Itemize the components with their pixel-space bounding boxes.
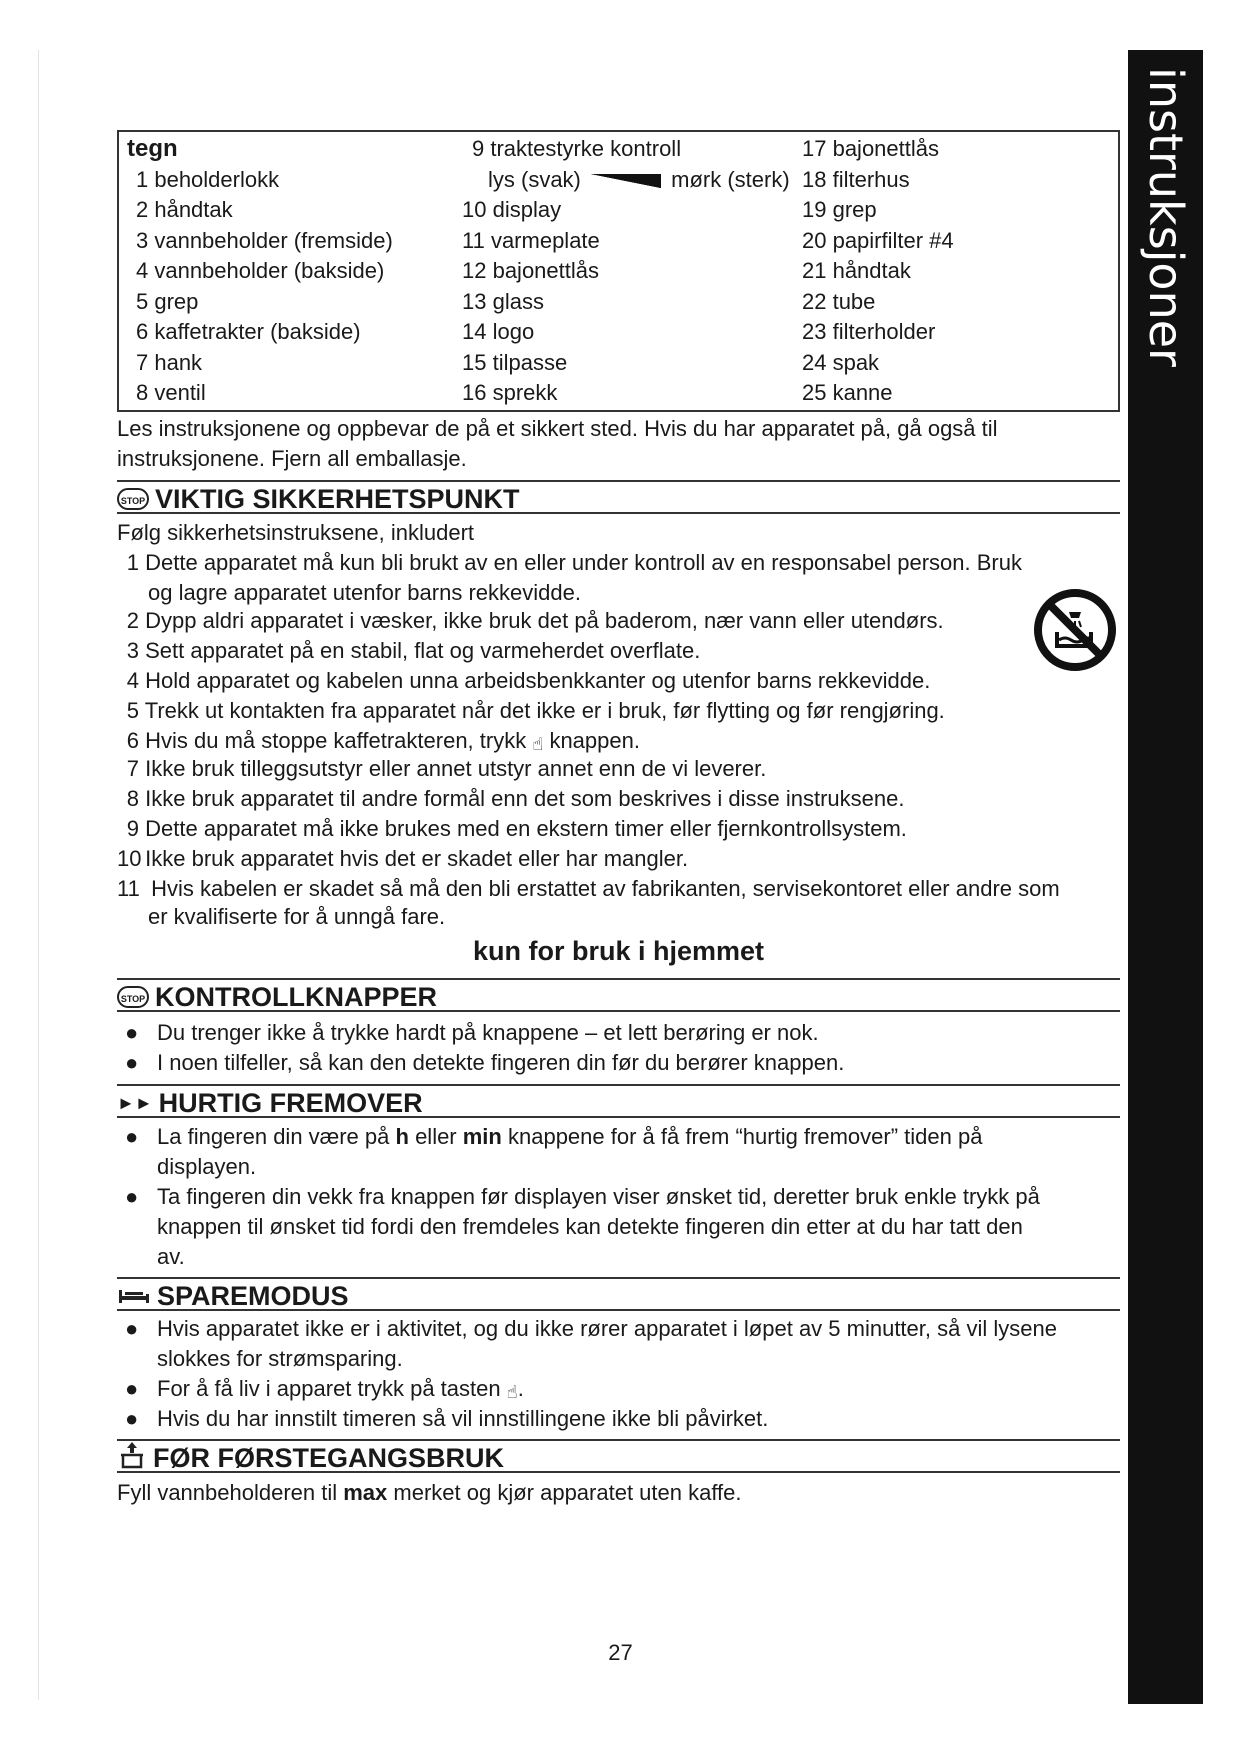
safety-item: er kvalifiserte for å unngå fare. — [148, 904, 446, 929]
first-use-text: Fyll vannbeholderen til max merket og kjør apparatet uten kaffe. — [117, 1480, 742, 1505]
legend-item: 22 tube — [802, 288, 876, 314]
side-tab-label-wrap — [1128, 50, 1203, 367]
hand-press-icon: ☝ — [532, 734, 544, 754]
legend-item: 17 bajonettlås — [802, 136, 939, 161]
legend-item: 9 traktestyrke kontroll — [472, 136, 682, 161]
fast-forward-heading-text: HURTIG FREMOVER — [158, 1087, 423, 1118]
legend-item: 19 grep — [802, 197, 877, 222]
strength-light-label: lys (svak) — [488, 166, 581, 192]
legend-item: 23 filterholder — [802, 319, 936, 344]
legend-title: tegn — [127, 135, 178, 162]
safety-item: 2 Dypp aldri apparatet i væsker, ikke bruk det på baderom, nær vann eller utendørs. — [126, 608, 944, 633]
safety-item: 9 Dette apparatet må ikke brukes med en ekstern timer eller fjernkontrollsystem. — [126, 816, 907, 841]
legend-item: 25 kanne — [802, 380, 893, 405]
sleep-mode-heading — [117, 1277, 1120, 1311]
safety-item: 8 Ikke bruk apparatet til andre formål enn det som beskrives i disse instruksene. — [126, 786, 905, 811]
strength-wedge-icon — [591, 174, 661, 188]
legend-item: 15 tilpasse — [462, 349, 568, 375]
legend-column-2 — [462, 134, 790, 409]
home-use-note: kun for bruk i hjemmet — [472, 936, 765, 966]
fast-forward-icon: ►► — [117, 1092, 153, 1113]
kettle-arrow-icon — [117, 1441, 147, 1475]
legend-item: 7 hank — [136, 349, 203, 375]
intro-line: Les instruksjonene og oppbevar de på et sikkert sted. Hvis du har apparatet på, gå også til — [117, 416, 998, 441]
legend-item: 3 vannbeholder (fremside) — [136, 227, 393, 253]
hand-press-icon: ☝ — [506, 1382, 518, 1402]
legend-column-1 — [127, 134, 393, 409]
parts-legend — [117, 130, 1120, 412]
stop-icon: STOP — [117, 488, 149, 510]
legend-item: 6 kaffetrakter (bakside) — [136, 319, 361, 344]
strength-dark-label: mørk (sterk) — [671, 166, 790, 192]
intro-text — [117, 414, 1120, 474]
first-use-heading-text: FØR FØRSTEGANGSBRUK — [153, 1443, 504, 1473]
legend-item: 11 varmeplate — [462, 227, 600, 253]
legend-item: 2 håndtak — [136, 197, 233, 222]
safety-item: 11 Hvis kabelen er skadet så må den bli erstattet av fabrikanten, servisekontoret eller andre som — [117, 876, 1060, 901]
legend-item: 16 sprekk — [462, 380, 558, 405]
no-immersion-warning-icon — [1033, 588, 1117, 677]
intro-line: instruksjonene. Fjern all emballasje. — [117, 446, 467, 471]
safety-item: 6 Hvis du må stoppe kaffetrakteren, trykk ☝ knappen. — [117, 726, 640, 759]
safety-subheading: Følg sikkerhetsinstruksene, inkludert — [117, 520, 475, 545]
side-tab-label: instruksjoner — [1139, 67, 1193, 367]
legend-item: 14 logo — [462, 319, 535, 344]
safety-item: og lagre apparatet utenfor barns rekkevidde. — [148, 580, 581, 605]
first-use-heading — [117, 1439, 1120, 1473]
legend-item: 5 grep — [136, 288, 199, 314]
controls-heading — [117, 978, 1120, 1012]
legend-item: 20 papirfilter #4 — [802, 227, 954, 253]
safety-heading — [117, 480, 1120, 514]
legend-item: 12 bajonettlås — [462, 258, 599, 283]
safety-item: 5 Trekk ut kontakten fra apparatet når det ikke er i bruk, før flytting og før rengjøring. — [126, 698, 945, 723]
safety-item: 4 Hold apparatet og kabelen unna arbeidsbenkkanter og utenfor barns rekkevidde. — [126, 668, 931, 693]
legend-item: 8 ventil — [136, 380, 206, 405]
legend-item: 24 spak — [802, 349, 880, 375]
legend-item: 1 beholderlokk — [136, 166, 280, 192]
stop-icon: STOP — [117, 986, 149, 1008]
page-margin-rule — [38, 50, 39, 1700]
fast-forward-heading — [117, 1084, 1120, 1118]
safety-item: 3 Sett apparatet på en stabil, flat og varmeherdet overflate. — [126, 638, 701, 663]
legend-item: 13 glass — [462, 288, 544, 314]
safety-heading-text: VIKTIG SIKKERHETSPUNKT — [155, 483, 520, 514]
page-number: 27 — [608, 1640, 633, 1665]
legend-item: 4 vannbeholder (bakside) — [136, 258, 385, 283]
legend-item: 21 håndtak — [802, 258, 911, 283]
controls-heading-text: KONTROLLKNAPPER — [155, 981, 437, 1012]
sleep-mode-heading-text: SPAREMODUS — [157, 1280, 349, 1311]
safety-item: 1 Dette apparatet må kun bli brukt av en eller under kontroll av en responsabel person. Bruk — [126, 550, 1022, 575]
legend-column-3 — [802, 134, 954, 409]
strength-scale — [462, 165, 790, 196]
legend-item: 18 filterhus — [802, 166, 910, 192]
safety-item: 10 Ikke bruk apparatet hvis det er skadet eller har mangler. — [117, 846, 689, 871]
safety-item: 7 Ikke bruk tilleggsutstyr eller annet utstyr annet enn de vi leverer. — [126, 756, 767, 781]
bed-icon — [117, 1281, 151, 1311]
legend-item: 10 display — [462, 197, 562, 222]
